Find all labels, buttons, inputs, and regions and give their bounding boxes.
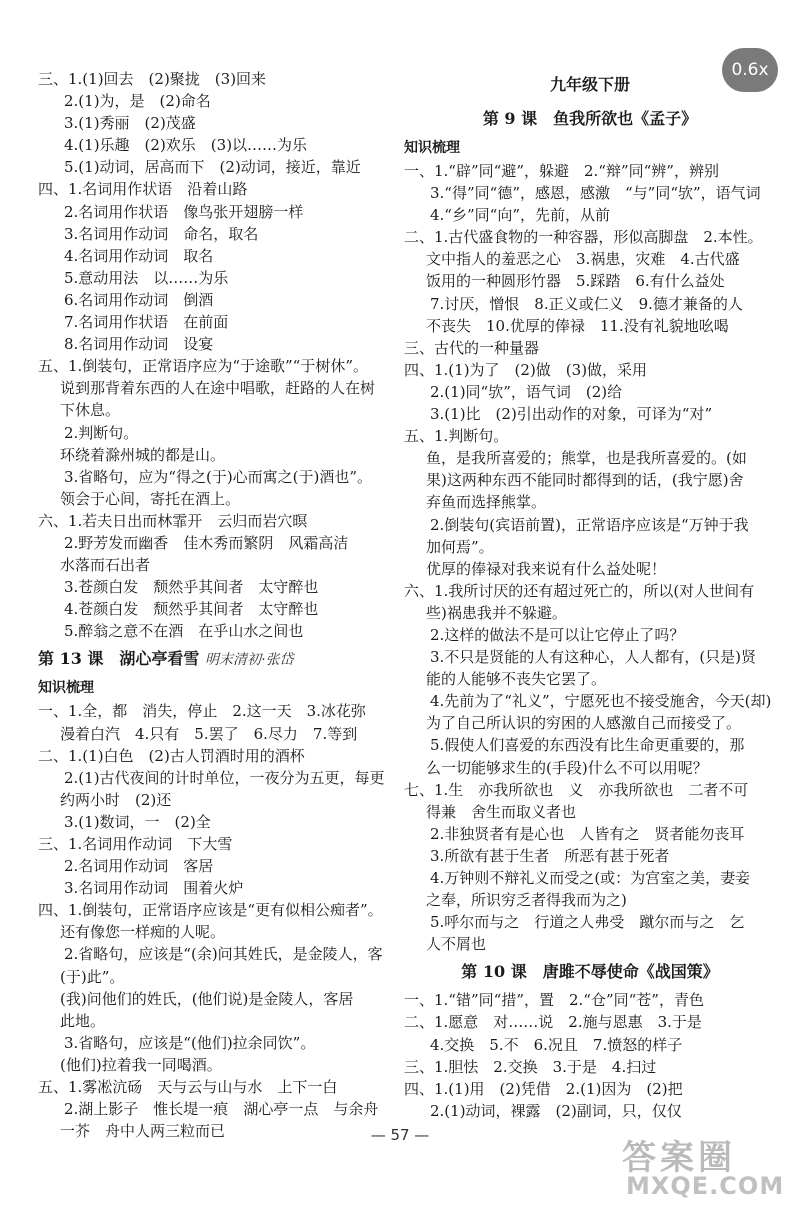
answer-line: 2.野芳发而幽香 佳木秀而繁阴 风霜高洁: [64, 533, 349, 552]
answer-line: 2.湖上影子 惟长堤一痕 湖心亭一点 与余舟: [64, 1100, 379, 1119]
answer-line: 一、1.“辟”同“避”，躲避 2.“辩”同“辨”，辨别: [404, 162, 719, 180]
answer-line: 4.名词用作动词 取名: [64, 246, 214, 265]
lesson-title: 第 9 课 鱼我所欲也: [482, 109, 634, 128]
answer-line: 一芥 舟中人两三粒而已: [60, 1122, 226, 1141]
answer-line: 2.这样的做法不是可以让它停止了吗？: [430, 625, 685, 644]
watermark-logo: 答案圈: [622, 1138, 736, 1178]
answer-line: (他们)拉着我一同喝酒。: [60, 1055, 222, 1074]
answer-line: 些)祸患我并不躲避。: [426, 603, 567, 622]
answer-line: 7.讨厌，憎恨 8.正义或仁义 9.德才兼备的人: [430, 294, 743, 313]
answer-line: 鱼，是我所喜爱的；熊掌，也是我所喜爱的。(如: [426, 449, 747, 468]
answer-line: 二、1.愿意 对……说 2.施与恩惠 3.于是: [404, 1013, 702, 1032]
answer-line: 2.省略句，应该是“(余)问其姓氏，是金陵人，客: [64, 945, 383, 964]
answer-line: 此地。: [60, 1011, 106, 1030]
answer-line: 2.名词用作状语 像鸟张开翅膀一样: [64, 202, 304, 221]
answer-line: 之奉，所识穷乏者得我而为之): [426, 891, 627, 910]
answer-line: 六、1.我所讨厌的还有超过死亡的，所以(对人世间有: [404, 581, 755, 600]
answer-line: 3.名词用作动词 命名，取名: [64, 224, 259, 243]
answer-line: 加何焉”。: [426, 537, 494, 556]
answer-line: 8.名词用作动词 设宴: [64, 335, 214, 354]
answer-line: 3.省略句，应该是“(他们)拉余同饮”。: [64, 1033, 316, 1052]
answer-line: 七、1.生 亦我所欲也 义 亦我所欲也 二者不可: [404, 780, 749, 799]
lesson-title: 第 13 课 湖心亭看雪: [38, 649, 200, 669]
lesson-source: 《孟子》: [633, 109, 698, 128]
answer-line: (于)此”。: [60, 967, 125, 986]
knowledge-label: 知识梳理: [404, 140, 460, 156]
author-note: 明末清初·张岱: [205, 652, 294, 669]
answer-line: 4.“乡”同“向”，先前，从前: [430, 206, 610, 225]
answer-line: 约两小时 (2)还: [60, 790, 172, 809]
answer-line: 3.名词用作动词 围着火炉: [64, 879, 244, 898]
answer-line: 环绕着滁州城的都是山。: [60, 445, 226, 464]
lesson-source: 《战国策》: [638, 962, 719, 982]
answer-line: 一、1.“错”同“措”，置 2.“仓”同“苍”，青色: [404, 991, 704, 1010]
answer-line: 为了自己所认识的穷困的人感激自己而接受了。: [426, 714, 742, 733]
answer-line: 二、1.古代盛食物的一种容器，形似高脚盘 2.本性。: [404, 228, 763, 247]
answer-line: 4.苍颜白发 颓然乎其间者 太守醉也: [64, 600, 319, 619]
knowledge-label: 知识梳理: [38, 680, 94, 697]
answer-line: 三、1.胆怯 2.交换 3.于是 4.扫过: [404, 1057, 657, 1076]
answer-line: 6.名词用作动词 倒酒: [64, 290, 214, 309]
answer-line: 二、1.(1)白色 (2)古人罚酒时用的酒杯: [38, 746, 305, 765]
answer-block: [404, 989, 776, 1122]
answer-line: 五、1.雾凇沆砀 天与云与山与水 上下一白: [38, 1078, 338, 1097]
answer-line: 四、1.(1)用 (2)凭借 2.(1)因为 (2)把: [404, 1079, 683, 1098]
answer-line: 2.倒装句(宾语前置)，正常语序应该是“万钟于我: [430, 515, 749, 534]
answer-line: 得兼 舍生而取义者也: [426, 802, 577, 821]
page-number: — 57 —: [370, 1126, 430, 1144]
answer-line: 水落而石出者: [60, 556, 151, 575]
answer-line: 5.呼尔而与之 行道之人弗受 蹴尔而与之 乞: [430, 913, 745, 932]
answer-block: [38, 700, 388, 1142]
lesson-9-heading: [404, 102, 776, 136]
answer-line: 3.苍颜白发 颓然乎其间者 太守醉也: [64, 578, 319, 597]
answer-line: 还有像您一样痴的人呢。: [60, 923, 226, 942]
lesson-13-heading: [38, 642, 388, 676]
watermark-url: MXQE.COM: [626, 1172, 785, 1200]
answer-line: 能的人能够不丧失它罢了。: [426, 670, 607, 689]
answer-line: 2.(1)古代夜间的计时单位，一夜分为五更，每更: [64, 768, 385, 787]
answer-line: 2.(1)同“欤”，语气词 (2)给: [430, 382, 623, 401]
answer-line: 四、1.(1)为了 (2)做 (3)做，采用: [404, 360, 648, 379]
lesson-10-heading: [404, 955, 776, 989]
answer-line: 3.不只是贤能的人有这种心，人人都有，(只是)贤: [430, 648, 757, 667]
answer-line: 么一切能够求生的(手段)什么不可以用呢？: [426, 758, 708, 777]
answer-line: 4.交换 5.不 6.况且 7.愤怒的样子: [430, 1035, 683, 1054]
answer-line: 说到那背着东西的人在途中唱歌，赶路的人在树: [60, 379, 376, 398]
answer-line: 不丧失 10.优厚的俸禄 11.没有礼貌地吆喝: [426, 316, 729, 335]
answer-line: (我)问他们的姓氏，(他们说)是金陵人，客居: [60, 989, 354, 1008]
answer-line: 领会于心间，寄托在酒上。: [60, 489, 241, 508]
answer-line: 2.(1)为，是 (2)命名: [64, 92, 211, 111]
answer-block: [38, 68, 388, 642]
answer-line: 4.(1)乐趣 (2)欢乐 (3)以……为乐: [64, 136, 308, 155]
right-column: [404, 68, 776, 1122]
left-column: [38, 68, 388, 1142]
answer-line: 四、1.倒装句，正常语序应该是“更有似相公痴者”。: [38, 901, 383, 920]
answer-line: 果)这两种东西不能同时都得到的话，(我宁愿)舍: [426, 471, 744, 490]
answer-line: 5.意动用法 以……为乐: [64, 268, 229, 287]
answer-line: 5.(1)动词，居高而下 (2)动词，接近，靠近: [64, 158, 361, 177]
answer-line: 3.(1)数词，一 (2)全: [64, 812, 211, 831]
answer-line: 优厚的俸禄对我来说有什么益处呢！: [426, 559, 667, 578]
answer-line: 3.(1)比 (2)引出动作的对象，可译为“对”: [430, 405, 713, 424]
answer-line: 饭用的一种圆形竹器 5.踩踏 6.有什么益处: [426, 272, 725, 291]
answer-line: 5.醉翁之意不在酒 在乎山水之间也: [64, 622, 304, 641]
answer-line: 弃鱼而选择熊掌。: [426, 493, 547, 512]
answer-line: 5.假使人们喜爱的东西没有比生命更重要的，那: [430, 736, 745, 755]
answer-line: 四、1.名词用作状语 沿着山路: [38, 180, 248, 199]
answer-line: 三、1.(1)回去 (2)聚拢 (3)回来: [38, 70, 267, 88]
answer-line: 3.(1)秀丽 (2)茂盛: [64, 114, 196, 133]
answer-line: 六、1.若夫日出而林霏开 云归而岩穴暝: [38, 511, 308, 530]
answer-line: 三、古代的一种量器: [404, 338, 540, 357]
zoom-level-badge[interactable]: 0.6x: [722, 48, 778, 92]
answer-line: 7.名词用作状语 在前面: [64, 313, 229, 332]
answer-line: 3.“得”同“德”，感恩，感激 “与”同“欤”，语气词: [430, 184, 761, 203]
answer-line: 文中指人的羞恶之心 3.祸患，灾难 4.古代盛: [426, 250, 740, 269]
answer-line: 五、1.倒装句，正常语序应为“于途歌”“于树休”。: [38, 357, 368, 376]
answer-line: 4.万钟则不辩礼义而受之(或：为宫室之美，妻妾: [430, 869, 751, 887]
answer-line: 人不屑也: [426, 935, 487, 954]
answer-line: 4.先前为了“礼义”，宁愿死也不接受施舍，今天(却): [430, 692, 772, 711]
answer-line: 2.名词用作动词 客居: [64, 857, 214, 876]
answer-line: 2.(1)动词，裸露 (2)副词，只，仅仅: [430, 1101, 682, 1120]
answer-line: 下休息。: [60, 401, 121, 420]
answer-line: 2.非独贤者有是心也 人皆有之 贤者能勿丧耳: [430, 824, 745, 843]
answer-block: [404, 160, 776, 955]
lesson-title: 第 10 课 唐雎不辱使命: [461, 962, 639, 982]
answer-line: 漫着白汽 4.只有 5.罢了 6.尽力 7.等到: [60, 724, 358, 743]
answer-line: 五、1.判断句。: [404, 427, 509, 446]
answer-line: 三、1.名词用作动词 下大雪: [38, 835, 233, 853]
answer-line: 2.判断句。: [64, 423, 139, 442]
grade-title: 九年级下册: [549, 75, 630, 94]
answer-line: 3.所欲有甚于生者 所恶有甚于死者: [430, 846, 670, 865]
answer-line: 3.省略句，应为“得之(于)心而寓之(于)酒也”。: [64, 467, 373, 486]
answer-line: 一、1.全，都 消失，停止 2.这一天 3.冰花弥: [38, 702, 366, 721]
